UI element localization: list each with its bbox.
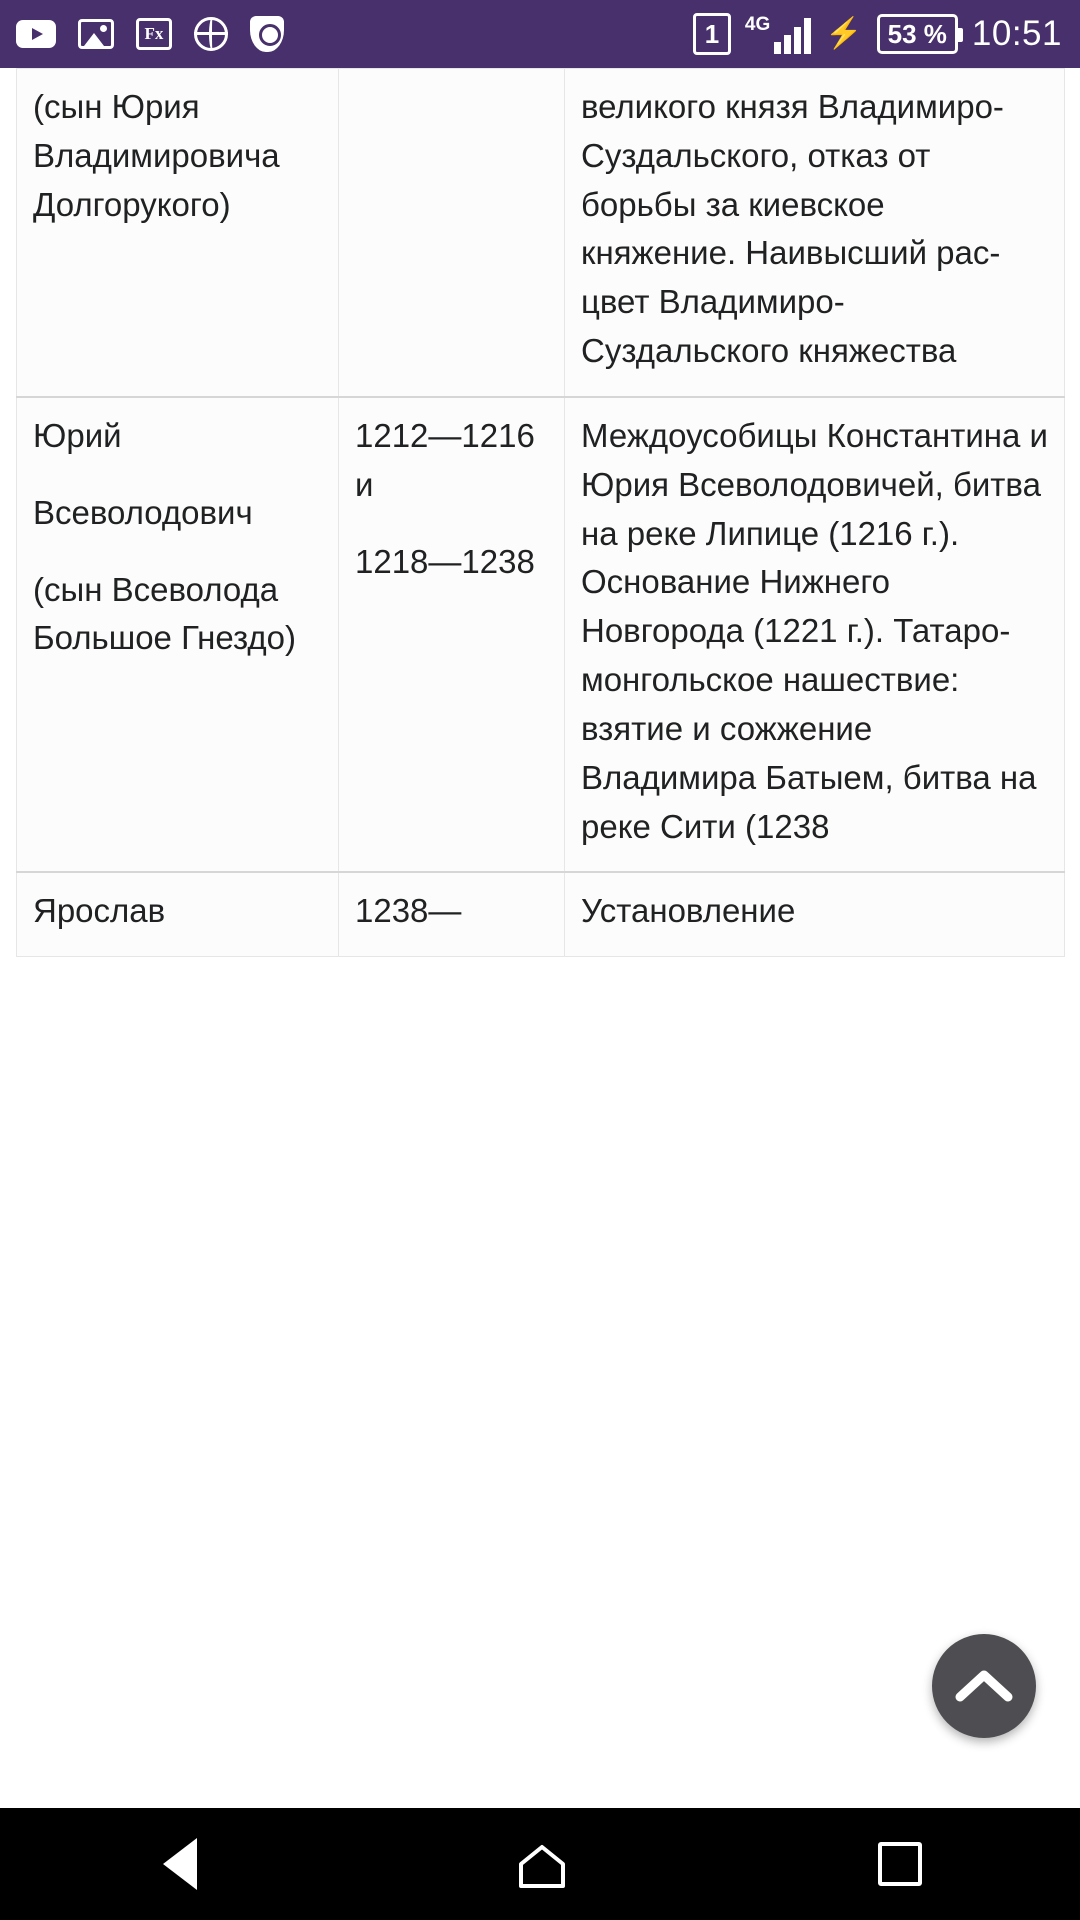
table-cell-events — [565, 872, 1065, 956]
nav-back-button[interactable] — [90, 1808, 270, 1920]
sim-indicator: 1 — [693, 13, 731, 55]
network-type-label: 4G — [744, 13, 771, 35]
battery-percent-label: 53 % — [877, 14, 958, 54]
cell-text: (сын Всеволода Большое Гнездо) — [33, 570, 296, 657]
article-scroll-view[interactable] — [0, 68, 1080, 1808]
table-row — [17, 397, 1065, 872]
status-bar-notification-icons — [16, 16, 284, 52]
fx-icon-label: Fx — [136, 18, 172, 50]
table-row — [17, 872, 1065, 956]
cell-text: Ярослав — [33, 892, 166, 930]
home-icon — [517, 1844, 563, 1884]
cell-text: Всеволодович — [33, 493, 253, 531]
cell-text: 1238— — [355, 892, 462, 930]
nav-home-button[interactable] — [450, 1808, 630, 1920]
recents-square-icon — [878, 1842, 922, 1886]
table-cell-name — [17, 872, 339, 956]
security-shield-icon — [250, 16, 284, 52]
princes-table — [16, 68, 1065, 957]
signal-icon — [745, 15, 811, 54]
table-cell-events — [565, 397, 1065, 872]
table-cell-years — [339, 69, 565, 397]
fx-icon — [136, 18, 172, 50]
cell-text: (сын Юрия Владимировича Долгорукого) — [33, 88, 280, 223]
cell-text: 1218—1238 — [355, 542, 535, 580]
cell-text: Юрий — [33, 416, 122, 454]
chevron-up-icon — [955, 1667, 1013, 1705]
table-cell-years — [339, 872, 565, 956]
nav-recents-button[interactable] — [810, 1808, 990, 1920]
table-cell-name — [17, 397, 339, 872]
status-clock: 10:51 — [971, 14, 1062, 53]
cell-text: великого князя Владимиро-Суздальского, отказ от борьбы за киевское княжение. Наивысший рас-цвет Владимиро-Суздальского княжества — [581, 88, 1004, 370]
charging-bolt-icon: ⚡ — [825, 17, 863, 50]
scroll-to-top-button[interactable] — [932, 1634, 1036, 1738]
gallery-icon — [78, 19, 114, 49]
table-cell-events — [565, 69, 1065, 397]
cell-text: Установление — [581, 892, 796, 930]
android-navigation-bar — [0, 1808, 1080, 1920]
status-bar — [0, 0, 1080, 68]
table-cell-name — [17, 69, 339, 397]
youtube-icon — [16, 20, 56, 48]
table-row — [17, 69, 1065, 397]
back-triangle-icon — [163, 1838, 197, 1890]
status-bar-system-icons — [693, 13, 1062, 55]
cell-text: 1212—1216 и — [355, 416, 535, 503]
browser-globe-icon — [194, 17, 228, 51]
cell-text: Междоусобицы Константина и Юрия Всеволодовичей, битва на реке Липице (1216 г.). Основание Нижнего Новгорода (1221 г.). Татаро-монгольское нашествие: взятие и сожжение Владимира Батыем, битва на реке Сити (1238 — [581, 416, 1048, 845]
signal-bars-icon — [774, 16, 811, 54]
table-cell-years — [339, 397, 565, 872]
